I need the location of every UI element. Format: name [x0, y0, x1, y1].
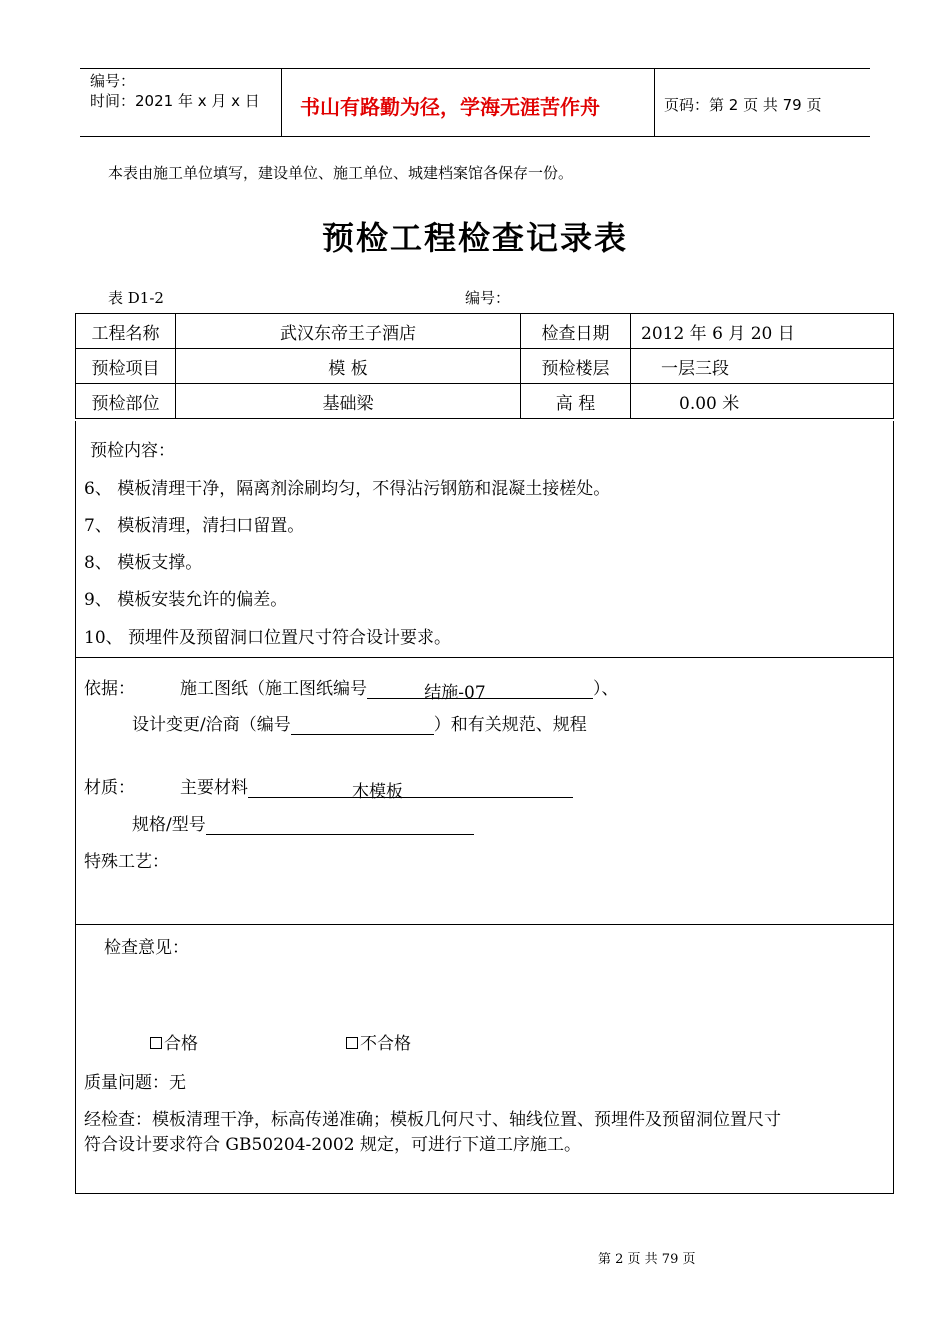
header-divider-right [654, 68, 655, 136]
header-page-label: 页码：第 2 页 共 79 页 [664, 96, 822, 114]
floor-value: 一层三段 [631, 349, 894, 384]
content-item: 8、 模板支撑。 [84, 553, 203, 573]
basis-label: 依据： [84, 679, 135, 699]
drawing-number-field [367, 678, 593, 703]
spec-line [132, 810, 474, 835]
drawing-number: 结施-07 [424, 683, 486, 703]
content-heading: 预检内容： [90, 441, 175, 461]
item-value: 模 板 [176, 349, 521, 384]
spec-field [206, 814, 474, 835]
pass-option [150, 1029, 198, 1054]
content-item: 6、 模板清理干净，隔离剂涂刷均匀，不得沾污钢筋和混凝土接槎处。 [84, 479, 611, 499]
change-prefix: 设计变更/洽商（编号 [132, 715, 291, 735]
table-row [76, 349, 894, 384]
main-material-label: 主要材料 [180, 778, 248, 798]
header-top-rule [80, 68, 870, 69]
special-process-label: 特殊工艺： [84, 852, 169, 872]
elevation-label: 高 程 [521, 384, 631, 419]
change-number-field [291, 714, 434, 735]
change-line [132, 710, 587, 735]
form-number-label: 编号： [465, 289, 511, 307]
project-name-value: 武汉东帝王子酒店 [176, 314, 521, 349]
table-row [76, 314, 894, 349]
floor-label: 预检楼层 [521, 349, 631, 384]
check-date-label: 检查日期 [521, 314, 631, 349]
fail-label: 不合格 [360, 1034, 411, 1054]
material-label: 材质： [84, 778, 135, 798]
drawing-line [180, 674, 619, 703]
drawing-suffix: ）、 [593, 679, 619, 699]
page-title: 预检工程检查记录表 [321, 219, 628, 257]
part-value: 基础梁 [176, 384, 521, 419]
pass-label: 合格 [164, 1034, 198, 1054]
main-material-line [180, 773, 573, 802]
content-item: 10、 预埋件及预留洞口位置尺寸符合设计要求。 [84, 628, 452, 648]
header-serial-label: 编号： [90, 72, 136, 90]
header-divider-left [281, 68, 282, 136]
opinion-heading: 检查意见： [104, 938, 189, 958]
content-item: 9、 模板安装允许的偏差。 [84, 590, 288, 610]
fail-option [346, 1029, 411, 1054]
table-row [76, 384, 894, 419]
header-bottom-rule [80, 136, 870, 137]
main-material-value: 木模板 [352, 782, 403, 802]
header-motto: 书山有路勤为径，学海无涯苦作舟 [300, 95, 600, 119]
form-code: 表 D1-2 [108, 289, 164, 307]
item-label: 预检项目 [76, 349, 176, 384]
spec-label: 规格/型号 [132, 815, 206, 835]
conclusion-line-2: 符合设计要求符合 GB50204-2002 规定，可进行下道工序施工。 [84, 1135, 581, 1155]
part-label: 预检部位 [76, 384, 176, 419]
quality-issue: 质量问题：无 [84, 1073, 186, 1093]
project-name-label: 工程名称 [76, 314, 176, 349]
retention-note: 本表由施工单位填写，建设单位、施工单位、城建档案馆各保存一份。 [108, 164, 574, 182]
main-material-field [248, 777, 573, 802]
page-footer: 第 2 页 共 79 页 [598, 1252, 696, 1267]
info-table [75, 313, 894, 419]
drawing-prefix: 施工图纸（施工图纸编号 [180, 679, 367, 699]
content-item: 7、 模板清理，清扫口留置。 [84, 516, 305, 536]
elevation-value: 0.00 米 [631, 384, 894, 419]
check-date-value: 2012 年 6 月 20 日 [631, 314, 894, 349]
fail-checkbox[interactable] [346, 1037, 358, 1049]
header-time: 时间：2021 年 x 月 x 日 [90, 92, 260, 110]
change-suffix: ）和有关规范、规程 [433, 715, 587, 735]
conclusion-line-1: 经检查：模板清理干净，标高传递准确；模板几何尺寸、轴线位置、预埋件及预留洞位置尺寸 [84, 1110, 781, 1130]
pass-checkbox[interactable] [150, 1037, 162, 1049]
